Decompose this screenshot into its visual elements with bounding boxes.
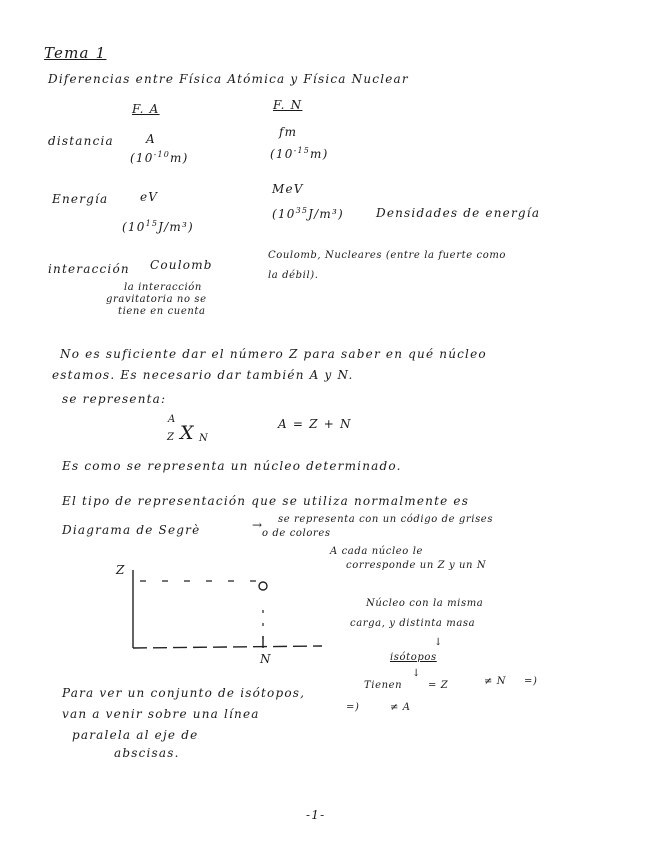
page-number: -1- (306, 808, 326, 822)
formula-mass: A = Z + N (278, 417, 352, 431)
bottom-line4: abscisas. (114, 746, 180, 760)
distancia-fa-value: $(10^{-10}m)$ (130, 150, 189, 165)
nucleus-symbol: X (180, 422, 195, 444)
tienen-notequal-a: ≠ A (390, 702, 411, 713)
nucleus-neutron-number: N (199, 433, 209, 444)
header-fisica-nuclear: F. N (273, 98, 303, 112)
diagram-y-label: Z (116, 563, 126, 577)
energia-note: Densidades de energía (376, 206, 541, 220)
tienen-implies: =) (524, 676, 538, 687)
interaccion-fa-note-3: tiene en cuenta (118, 306, 206, 317)
interaccion-fa-note-1: la interacción (124, 282, 202, 293)
diagram-x-label: N (260, 652, 272, 666)
bottom-line3: paralela al eje de (72, 728, 199, 742)
row-energia-label: Energía (52, 192, 109, 206)
page-title: Tema 1 (44, 44, 107, 62)
right-note-2: corresponde un Z y un N (346, 560, 487, 571)
tienen-label: Tienen (364, 680, 403, 691)
interaccion-fn-value-2: la débil). (268, 270, 319, 281)
energia-fn-value: $(10^{35}J/m^3)$ (272, 206, 344, 221)
para3-note2: o de colores (262, 528, 331, 539)
tienen-notequal-n: ≠ N (484, 676, 507, 687)
tienen-equal-z: = Z (428, 680, 449, 691)
energia-fa-unit: eV (140, 190, 159, 204)
row-interaccion-label: interacción (48, 262, 130, 276)
para1-line1: No es suficiente dar el número Z para saber en qué núcleo (60, 347, 487, 361)
nucleus-mass-number: A (168, 414, 176, 425)
bottom-line1: Para ver un conjunto de isótopos, (62, 686, 306, 700)
nucleus-atomic-number: Z (167, 432, 175, 443)
para3-note1: se representa con un código de grises (278, 514, 494, 525)
isotopos-label: isótopos (390, 652, 437, 663)
tienen-line2-implies: =) (346, 702, 360, 713)
diagram-nucleus-point (259, 582, 267, 590)
para3-arrow: → (252, 518, 264, 532)
para3-line1: El tipo de representación que se utiliza normalmente es (62, 494, 470, 508)
represent-label: se representa: (62, 392, 167, 406)
right-note-3: Núcleo con la misma (366, 598, 484, 609)
para3-line2: Diagrama de Segrè (62, 523, 201, 537)
distancia-fn-unit: fm (279, 125, 298, 139)
arrow-down-icon: ↓ (434, 637, 443, 648)
interaccion-fa-note-2: gravitatoria no se (106, 294, 207, 305)
arrow-down-icon-2: ↓ (412, 668, 421, 679)
row-distancia-label: distancia (48, 134, 114, 148)
header-fisica-atomica: F. A (132, 102, 160, 116)
interaccion-fa-value: Coulomb (150, 258, 213, 272)
energia-fn-unit: MeV (272, 182, 304, 196)
distancia-fn-value: $(10^{-15}m)$ (270, 146, 329, 161)
para2-text: Es como se representa un núcleo determinado. (62, 459, 402, 473)
interaccion-fn-value-1: Coulomb, Nucleares (entre la fuerte como (268, 250, 507, 261)
right-note-1: A cada núcleo le (330, 546, 424, 557)
diagram-x-axis (133, 646, 322, 648)
energia-fa-value: $(10^{15}J/m^3)$ (122, 219, 194, 234)
bottom-line2: van a venir sobre una línea (62, 707, 260, 721)
distancia-fa-unit: A (146, 132, 156, 146)
intro-text: Diferencias entre Física Atómica y Física Nuclear (48, 72, 409, 86)
para1-line2: estamos. Es necesario dar también A y N. (52, 368, 354, 382)
right-note-4: carga, y distinta masa (350, 618, 476, 629)
